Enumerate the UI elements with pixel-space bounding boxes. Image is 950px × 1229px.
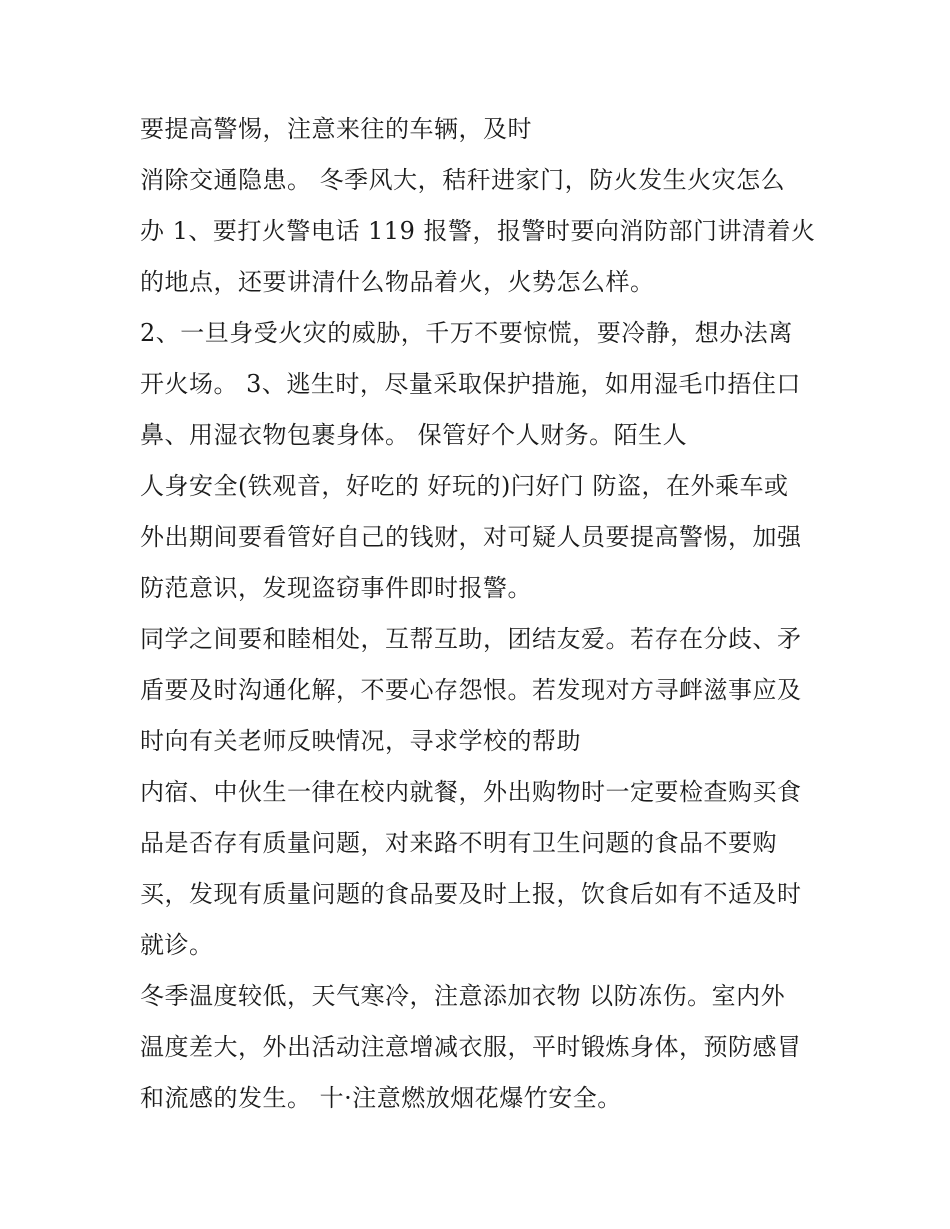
text-line: 买，发现有质量问题的食品要及时上报，饮食后如有不适及时 [140,880,802,908]
text-line: 冬季温度较低，天气寒冷，注意添加衣物 以防冻伤。室内外 [140,982,786,1010]
text-line: 和流感的发生。 十·注意燃放烟花爆竹安全。 [140,1084,622,1112]
text-line: 消除交通隐患。 冬季风大，秸秆进家门，防火发生火灾怎么 [140,166,786,194]
text-line: 盾要及时沟通化解，不要心存怨恨。若发现对方寻衅滋事应及 [140,676,802,704]
text-line: 就诊。 [140,931,214,959]
text-line: 同学之间要和睦相处，互帮互助，团结友爱。若存在分歧、矛 [140,625,802,653]
text-line: 办 1、要打火警电话 119 报警，报警时要向消防部门讲清着火 [140,217,816,245]
text-line: 温度差大，外出活动注意增减衣服，平时锻炼身体，预防感冒 [140,1033,802,1061]
text-line: 时向有关老师反映情况，寻求学校的帮助 [140,727,581,755]
text-line: 要提高警惕，注意来往的车辆，及时 [140,115,532,143]
text-line: 内宿、中伙生一律在校内就餐，外出购物时一定要检查购买食 [140,778,802,806]
text-line: 的地点，还要讲清什么物品着火，火势怎么样。 [140,268,655,296]
text-line: 防范意识，发现盗窃事件即时报警。 [140,574,532,602]
text-line: 品是否存有质量问题，对来路不明有卫生问题的食品不要购 [140,829,777,857]
text-line: 开火场。 3、逃生时，尽量采取保护措施，如用湿毛巾捂住口 [140,370,801,398]
text-line: 2、一旦身受火灾的威胁，千万不要惊慌，要冷静，想办法离 [140,319,793,347]
text-line: 鼻、用湿衣物包裹身体。 保管好个人财务。陌生人 [140,421,688,449]
text-line: 人身安全(铁观音，好吃的 好玩的)闩好门 防盗，在外乘车或 [140,472,789,500]
text-line: 外出期间要看管好自己的钱财，对可疑人员要提高警惕，加强 [140,523,802,551]
